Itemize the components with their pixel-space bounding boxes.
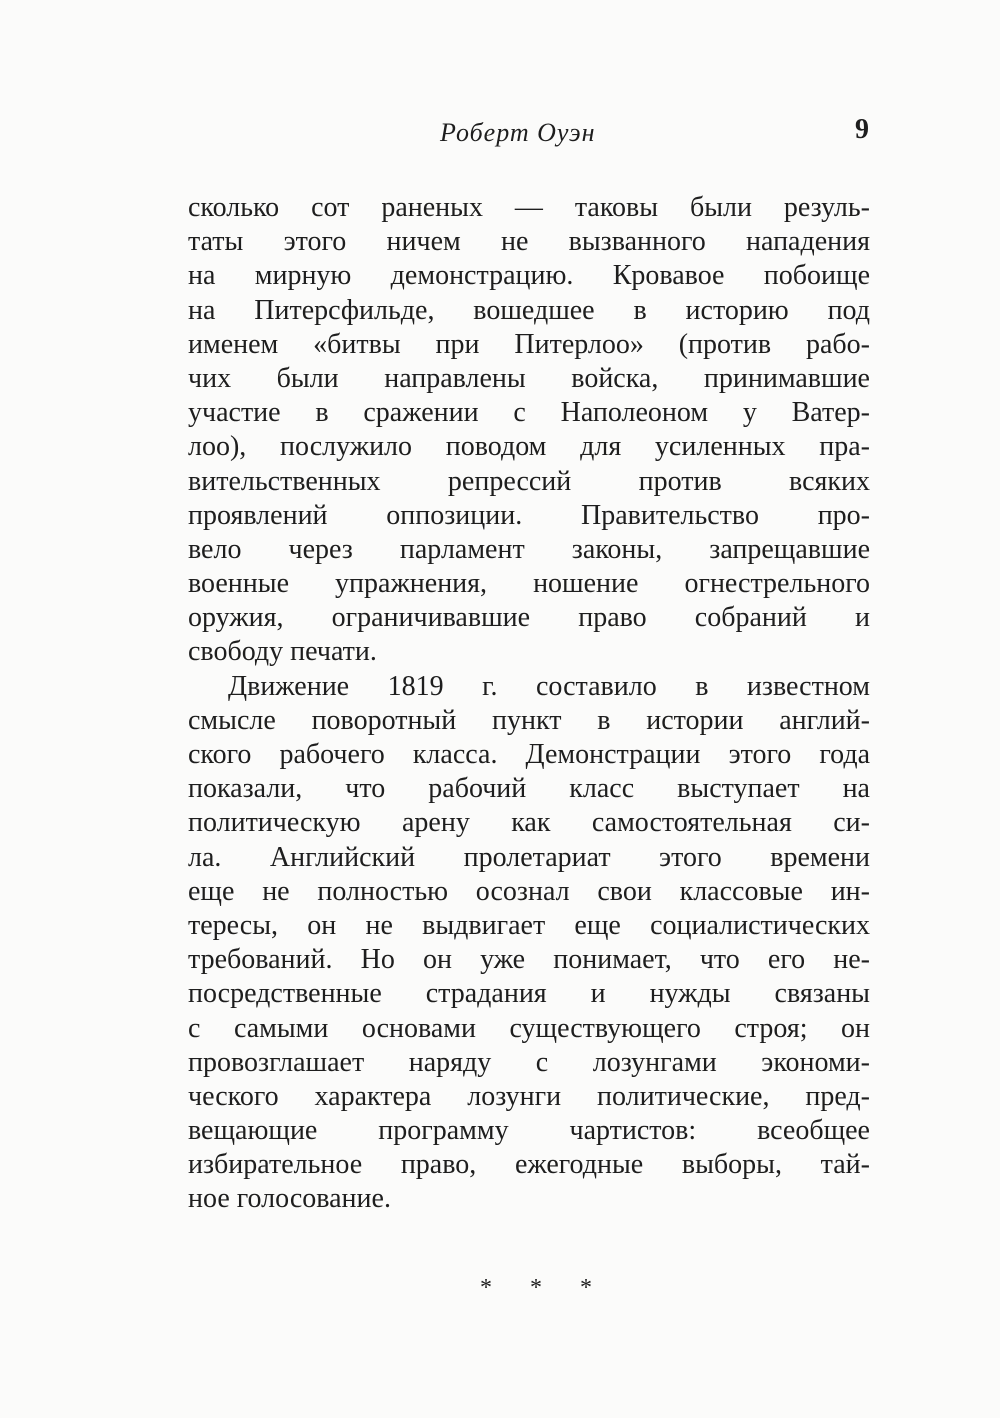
text-line: чих были направлены войска, принимавшие: [188, 362, 870, 394]
running-header-title: Роберт Оуэн: [440, 118, 596, 147]
text-line: ное голосование.: [188, 1183, 391, 1215]
text-line: провозглашает наряду с лозунгами экономи-: [188, 1046, 870, 1078]
text-line: участие в сражении с Наполеоном у Ватер-: [188, 397, 870, 429]
text-line: ского рабочего класса. Демонстрации этого года: [188, 739, 870, 770]
text-line: политическую арену как самостоятельная си-: [188, 807, 870, 839]
text-line: избирательное право, ежегодные выборы, тай-: [188, 1149, 870, 1181]
text-line: оружия, ограничивавшие право собраний и: [188, 602, 870, 634]
text-line: ла. Английский пролетариат этого времени: [188, 841, 870, 873]
text-line: посредственные страдания и нужды связаны: [188, 978, 870, 1010]
body-text: [188, 191, 870, 1217]
text-line: таты этого ничем не вызванного нападения: [188, 226, 870, 258]
text-line: военные упражнения, ношение огнестрельного: [188, 568, 870, 600]
text-line: требований. Но он уже понимает, что его не-: [188, 944, 870, 976]
text-line: вещающие программу чартистов: всеобщее: [188, 1115, 870, 1147]
text-line: Движение 1819 г. составило в известном: [228, 670, 870, 702]
paragraph-2: [188, 670, 870, 1217]
text-line: лоо), послужило поводом для усиленных пра-: [188, 431, 870, 463]
text-line: тересы, он не выдвигает еще социалистических: [188, 909, 870, 941]
text-line: проявлений оппозиции. Правительство про-: [188, 499, 870, 531]
text-line: показали, что рабочий класс выступает на: [188, 773, 870, 805]
text-line: ческого характера лозунги политические, пред-: [188, 1080, 870, 1112]
text-line: именем «битвы при Питерлоо» (против рабо-: [188, 328, 870, 360]
text-line: еще не полностью осознал свои классовые ин-: [188, 875, 870, 907]
text-line: на Питерсфильде, вошедшее в историю под: [188, 294, 870, 326]
paragraph-1: [188, 191, 870, 670]
text-line: на мирную демонстрацию. Кровавое побоище: [188, 260, 870, 292]
section-break: * * *: [480, 1275, 608, 1301]
text-line: с самыми основами существующего строя; он: [188, 1012, 870, 1044]
text-line: вело через парламент законы, запрещавшие: [188, 533, 870, 565]
text-line: смысле поворотный пункт в истории англий-: [188, 704, 870, 736]
text-line: сколько сот раненых — таковы были резуль-: [188, 192, 870, 223]
text-line: вительственных репрессий против всяких: [188, 465, 870, 497]
text-line: свободу печати.: [188, 636, 377, 668]
page-number: 9: [855, 114, 869, 145]
